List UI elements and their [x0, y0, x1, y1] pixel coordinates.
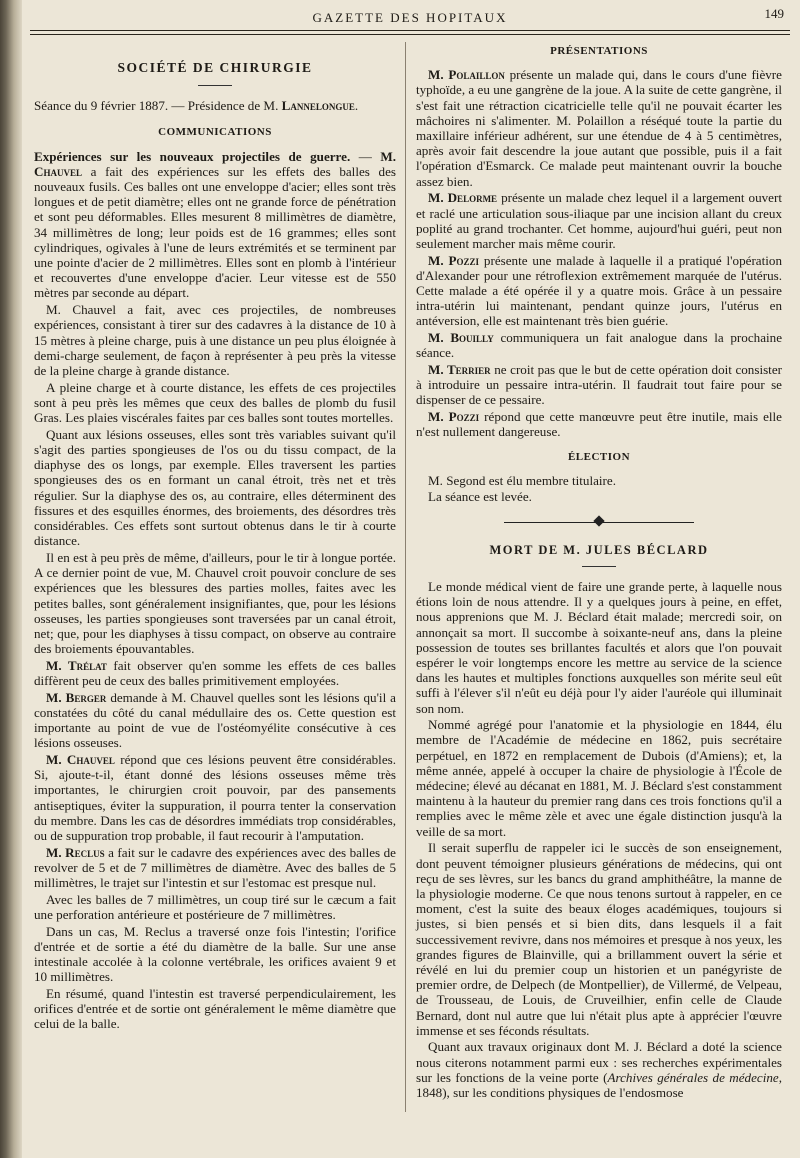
paragraph: M. Chauvel a fait, avec ces projectiles, de nombreuses expériences, consistant à tirer sur des cadavres à la distance de 10 à 15 mètres à pleine charge, puis à une distance un peu plus éloignée à demi-charge seulement, de façon à représenter à peu près la vitesse de la pleine charge à grande distance. — [34, 302, 396, 378]
paragraph: A pleine charge et à courte distance, les effets de ces projectiles sont à peu près les mêmes que ceux des balles de plomb du fusil Gras. Les plaies viscérales faites par ces balles sont toutes mortelles. — [34, 379, 396, 426]
paragraph: Quant aux lésions osseuses, elles sont très variables suivant qu'il s'agit des parties spongieuses de l'os ou du tissu compact, de la diaphyse des os longs, par exemple. Elles traversent les parties spongieuses des os en formant un canal étroit, très net et très régulier. Sur la diaphyse des os, au contraire, elles déterminent des fissures et des esquilles énormes, des broiements, des désordres très considérables. Ces effets sont surtout obtenus dans le tir à courte distance. — [34, 426, 396, 549]
left-column — [34, 44, 396, 1033]
journal-title: GAZETTE DES HOPITAUX — [312, 10, 508, 25]
paragraph: M. Pozzi présente une malade à laquelle il a pratiqué l'opération d'Alexander pour une rétroflexion extrêmement marquée de l'utérus. Cette malade a été opérée il y a quatre mois. Grâce à un pessaire intra-utérin lui maintenant, pendant quinze jours, l'utérus en antéversion, elle est maintenant très bien guérie. — [416, 252, 782, 329]
paragraph: M. Berger demande à M. Chauvel quelles sont les lésions qu'il a constatées du côté du canal médullaire des os. Cette question est importante au point de vue de l'ostéomyélite consécutive à ces lésions osseuses. — [34, 689, 396, 751]
paragraph: Il en est à peu près de même, d'ailleurs, pour le tir à longue portée. A ce dernier point de vue, M. Chauvel croit pouvoir conclure de ses expériences que les blessures des parties molles, faites avec les petites balles, sont généralement insignifiantes, que, pour les lésions osseuses, les parties spongieuses sont traversées par un canal étroit, net; que, pour les diaphyses à tissu compact, on observe au contraire des broiements épouvantables. — [34, 549, 396, 657]
paragraph: Nommé agrégé pour l'anatomie et la physiologie en 1844, élu membre de l'Académie de médecine en 1862, puis secrétaire perpétuel, en 1872 en remplacement de Dubois (d'Amiens); et, la même année, appelé à occuper la chaire de physiologie à l'École de médecine; élevé au décanat en 1881, M. J. Béclard s'est constamment maintenu à la hauteur du premier rang dans ces trois fonctions qu'il a remplies avec le même zèle et avec une égale distinction jusqu'à la veille de sa mort. — [416, 717, 782, 839]
paragraph: M. Trélat fait observer qu'en somme les effets de ces balles diffèrent peu de ceux des balles primitivement employées. — [34, 657, 396, 689]
page-number: 149 — [764, 6, 784, 21]
paragraph: M. Chauvel répond que ces lésions peuvent être considérables. Si, ajoute-t-il, étant donné des lésions osseuses même très importantes, le chirurgien croit pouvoir, par des pansements antiseptiques, éviter la suppuration, il pourra tenter la conservation du membre. Dans les cas de désordres immédiats trop considérables, ou de suppuration trop probable, il faut recourir à l'amputation. — [34, 752, 396, 844]
paragraph: M. Polaillon présente un malade qui, dans le cours d'une fièvre typhoïde, a eu une gangrène de la joue. A la suite de cette gangrène, il s'est fait une rétraction cicatricielle telle qu'il ne pouvait écarter les mâchoires ni s'alimenter. M. Polaillon a réséqué toute la partie du maxillaire inférieur adhérent, sur une étendue de 4 à 5 centimètres, après avoir fait descendre la joue autant que possible, puis il a fait l'opération d'Esmarck. Ce malade peut maintenant ouvrir la bouche assez bien. — [416, 67, 782, 189]
right-column — [416, 44, 782, 1102]
header-rule-double — [30, 34, 790, 35]
column-divider — [405, 42, 406, 1112]
section-ornament — [416, 515, 782, 529]
binding-spine — [0, 0, 22, 1158]
title-rule — [198, 85, 232, 86]
paragraph: La séance est levée. — [428, 489, 532, 505]
paragraph: M. Terrier ne croit pas que le but de cette opération doit consister à introduire un pessaire intra-utérin. Il faudrait tout faire pour se dispenser de ce pessaire. — [416, 362, 782, 408]
section-title: SOCIÉTÉ DE CHIRURGIE — [117, 60, 313, 75]
paragraph: M. Delorme présente un malade chez lequel il a largement ouvert et raclé une articulation sous-iliaque par une incision allant du creux poplité au grand trochanter. Cet homme, aujourd'hui guéri, peut non seulement marcher mais même courir. — [416, 190, 782, 251]
paragraph: M. Pozzi répond que cette manœuvre peut être inutile, mais elle n'est nullement dangereuse. — [416, 409, 782, 440]
paragraph: M. Reclus a fait sur le cadavre des expériences avec des balles de revolver de 5 et de 7 millimètres de diamètre. Avec des balles de 5 millimètres, le trajet sur l'intestin et sur l'estomac est presque nul. — [34, 844, 396, 891]
paragraph: M. Bouilly communiquera un fait analogue dans la prochaine séance. — [416, 330, 782, 361]
page-header — [30, 6, 790, 30]
paragraph: Quant aux travaux originaux dont M. J. Béclard a doté la science nous citerons notamment parmi eux : ses recherches expérimentales sur les fonctions de la veine porte (Archives générales de médecine, 1848), sur les conditions physiques de l'endosmose — [416, 1039, 782, 1101]
title-rule — [582, 566, 616, 567]
presentations-heading: PRÉSENTATIONS — [550, 45, 648, 57]
seance-line: Séance du 9 février 1887. — Présidence de M. Lannelongue. — [34, 98, 359, 114]
obituary-title: MORT DE M. JULES BÉCLARD — [489, 542, 709, 557]
paragraph: Avec les balles de 7 millimètres, un coup tiré sur le cæcum a fait une perforation antérieure et postérieure de 7 millimètres. — [34, 891, 396, 923]
paragraph: En résumé, quand l'intestin est traversé perpendiculairement, les orifices d'entrée et de sortie ont généralement le même diamètre que celui de la balle. — [34, 986, 396, 1032]
president-name: Lannelongue — [281, 98, 355, 114]
paragraph: Dans un cas, M. Reclus a traversé onze fois l'intestin; l'orifice d'entrée et de sortie a été du diamètre de la balle. Sur une anse intestinale accolée à la colonne vertébrale, les orifices avaient 9 et 10 millimètres. — [34, 923, 396, 985]
election-heading: ÉLECTION — [567, 450, 631, 463]
lede-title: Expériences sur les nouveaux projectiles de guerre. — [34, 148, 351, 164]
communications-heading: COMMUNICATIONS — [158, 126, 272, 139]
paragraph: M. Segond est élu membre titulaire. — [428, 472, 616, 488]
paragraph: Il serait superflu de rappeler ici le succès de son enseignement, dont peuvent témoigner plusieurs générations de médecins, qui ont reçu de ses lèvres, sur les bancs du grand amphithéâtre, la manne de la physiologie moderne. Ce que nous tenons surtout à rappeler, en ce moment, c'est la suite des beaux éloges académiques, toujours si justes, si bien pensés et si bien dits, dans lesquels il a fait successivement revivre, dans nos mémoires et presque à nos yeux, les grandes figures de Blainville, qui a brillamment ouvert la série et révélé en lui du premier coup un historien et un panégyriste de premier ordre, de Delpech (de Montpellier), de Villermé, de Velpeau, de Trousseau, de Louis, de Cruveilhier, enfin celle de Claude Bernard, dont nul autre que lui n'était plus apte à apprécier l'œuvre immense et ses féconds résultats. — [416, 840, 782, 1038]
paragraph: Expériences sur les nouveaux projectiles de guerre. — M. Chauvel a fait des expériences sur les effets des balles des nouveaux fusils. Ces balles ont une enveloppe d'acier; elles sont très longues et de petit diamètre; elles ont ne grande force de pénétration et sont peu déformables. Elles mesurent 8 millimètres de diamètre, 34 millimètres de long; leur poids est de 16 grammes; elles sont cylindriques, ogivales à l'une de leurs extrémités et se terminent par une pointe d'acier de 2 millimètres. Elles sont en plomb à l'intérieur et recouvertes d'une enveloppe d'acier. Leur vitesse est de 550 mètres par seconde au départ. — [34, 148, 397, 301]
paragraph: Le monde médical vient de faire une grande perte, à laquelle nous étions loin de nous attendre. Il y a quelques jours à peine, en effet, nous apprenions que M. J. Béclard était malade; mercredi soir, on annonçait sa mort. Il succombe à soixante-neuf ans, dans la pleine possession de toutes ses brillantes facultés et alors que l'on pouvait espérer le voir longtemps encore les mettre au service de la science dans les hautes et multiples fonctions auxquelles son mérite seul eût suffi à l'élever s'il n'eût eu déjà pour l'y aider l'auréole qui illuminait son nom. — [416, 578, 782, 716]
header-rule — [30, 30, 790, 31]
